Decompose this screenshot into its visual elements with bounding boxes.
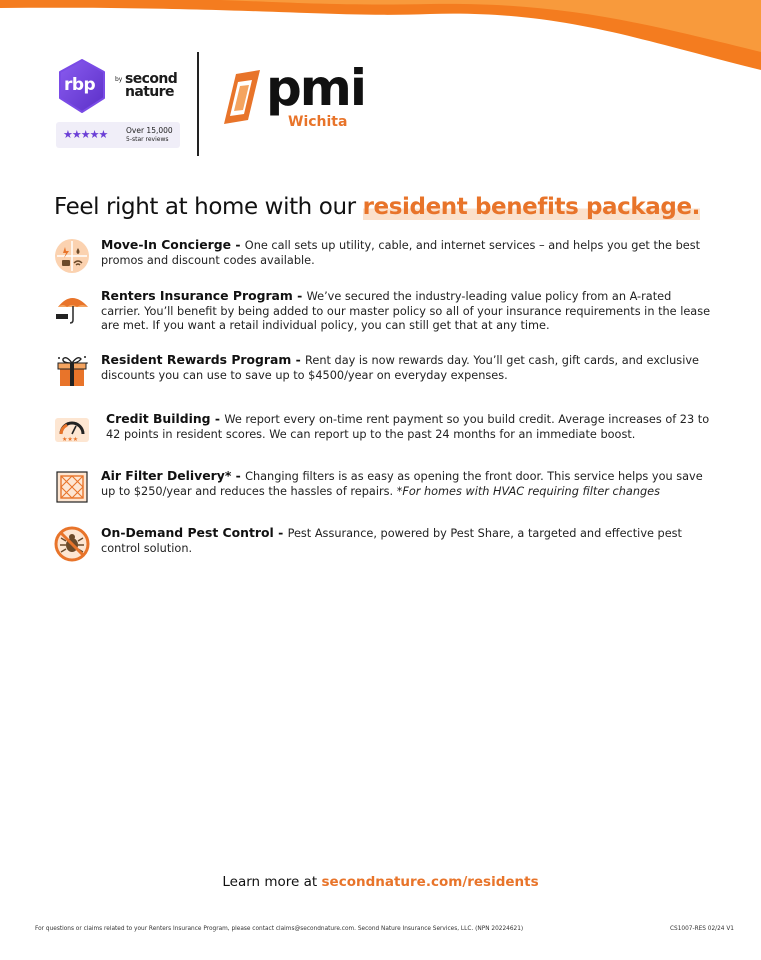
benefit-text (101, 469, 711, 499)
pmi-mark-icon (222, 70, 262, 126)
benefit-body: Pest Assurance, powered by Pest Share, a targeted and effective pest control solution. (101, 527, 682, 555)
benefit-body: Changing filters is as easy as opening the front door. This service helps you save up to $250/year and reduces the hassles of repairs. (101, 470, 703, 498)
benefit-body: We report every on-time rent payment so you build credit. Average increases of 23 to 42 points in resident scores. We can report up to the past 24 months for an immediate boost. (106, 413, 710, 441)
reviews-count: Over 15,000 (126, 126, 173, 135)
benefit-note: *For homes with HVAC requiring filter changes (396, 484, 660, 498)
concierge-icon (54, 238, 90, 274)
benefit-text (101, 289, 711, 334)
benefit-title: Credit Building - (106, 411, 225, 426)
benefit-title: Move-In Concierge - (101, 237, 245, 252)
second-nature-wordmark: second nature (125, 71, 178, 100)
benefit-text (101, 238, 711, 268)
five-star-icon: ★★★★★ (63, 128, 108, 141)
reviews-text (126, 126, 173, 144)
logo-divider (197, 52, 199, 156)
gift-icon (54, 353, 90, 389)
rbp-logo-text: rbp (64, 75, 96, 95)
umbrella-icon (54, 289, 90, 325)
page-headline (54, 194, 700, 220)
benefit-text (106, 412, 716, 442)
benefit-body: We’ve secured the industry-leading value policy from an A-rated carrier. You’ll benefit by being added to our master policy so all of your insurance requirements in the lease are met. If you want a retail individual policy, you can still get that at any time. (101, 290, 711, 333)
footer-disclaimer: For questions or claims related to your Renters Insurance Program, please contact claims@secondnature.com. Second Nature Insurance Services, LLC. (NPN 20224621) (35, 926, 524, 932)
reviews-badge (56, 122, 180, 148)
benefit-title: Resident Rewards Program - (101, 352, 306, 367)
reviews-sub: 5-star reviews (126, 136, 169, 143)
pmi-city-label: Wichita (288, 114, 348, 130)
learn-more-lead: Learn more at (222, 874, 322, 890)
pmi-wordmark: pmi (266, 59, 366, 117)
learn-more (0, 874, 761, 890)
svg-text:★★★: ★★★ (62, 436, 79, 443)
benefit-body: Rent day is now rewards day. You’ll get cash, gift cards, and exclusive discounts you can use to save up to $4500/year on everyday expenses. (101, 354, 699, 382)
benefit-title: On-Demand Pest Control - (101, 525, 288, 540)
learn-more-link[interactable]: secondnature.com/residents (321, 874, 539, 890)
air-filter-icon (54, 469, 90, 505)
rbp-second-nature-logo (54, 56, 184, 152)
benefit-body: One call sets up utility, cable, and internet services – and helps you get the best promos and discount codes available. (101, 239, 701, 267)
headline-highlight: resident benefits package. (362, 194, 701, 220)
benefit-title: Air Filter Delivery* - (101, 468, 246, 483)
pmi-wichita-logo (222, 59, 372, 136)
pest-control-icon (54, 526, 90, 562)
benefit-text (101, 353, 711, 383)
by-label: by (115, 76, 123, 83)
credit-gauge-icon (54, 412, 90, 448)
headline-lead: Feel right at home with our (54, 194, 363, 220)
benefit-title: Renters Insurance Program - (101, 288, 307, 303)
footer-doc-code: CS1007-RES 02/24 V1 (670, 926, 734, 932)
benefit-text (101, 526, 711, 556)
